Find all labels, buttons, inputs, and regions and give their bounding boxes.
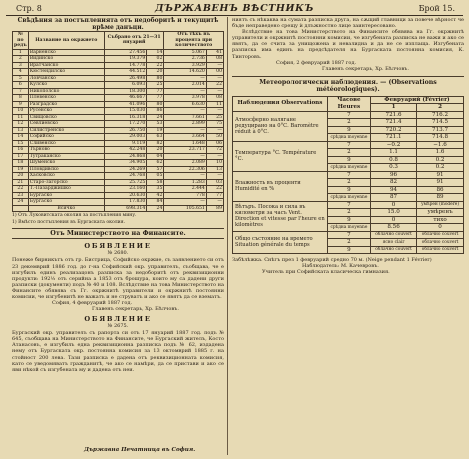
percent-cents: 03 bbox=[206, 179, 223, 186]
meteo-hour: срѣдна moyenne bbox=[327, 194, 370, 202]
percent-value: — bbox=[164, 127, 206, 134]
collected-sum: 26.498 bbox=[104, 75, 146, 82]
meteo-hour: 2 bbox=[327, 119, 370, 127]
meteo-value-day-1: 8.56 bbox=[370, 224, 416, 232]
continued-signature: Главенъ секретарь, Хр. Бѣлчовъ. bbox=[322, 65, 409, 72]
percent-cents: 22 bbox=[206, 186, 223, 193]
meteo-value-day-1: 0 bbox=[370, 216, 416, 224]
collected-sum: 18.300 bbox=[104, 88, 146, 95]
meteo-value-day-1: 721.4 bbox=[370, 119, 416, 127]
percent-cents: 77 bbox=[206, 192, 223, 199]
percent-value: 2.736 bbox=[164, 56, 206, 63]
collected-cents: 62 bbox=[147, 160, 164, 167]
meteo-hour: 9 bbox=[327, 186, 370, 194]
notice-2-title: ОБЯВЛЕНИЕ bbox=[84, 315, 152, 324]
percent-value: — bbox=[164, 199, 206, 206]
collected-cents: 84 bbox=[147, 199, 164, 206]
district-name: Хасковско bbox=[28, 173, 104, 180]
percent-cents: — bbox=[206, 127, 223, 134]
notice-1-number: № 2680. bbox=[107, 250, 129, 257]
continued-text: ниятъ съ нѣкаква на сумата разписка друга, на сѫщий главници за повече вѣрност че бъде неправедено срещу ѝ длъжностно лице заинтересовано. bbox=[232, 17, 464, 30]
meteo-row bbox=[233, 201, 464, 209]
total-pct: 105.651 bbox=[164, 205, 206, 212]
collected-cents: 80 bbox=[147, 75, 164, 82]
right-column bbox=[232, 17, 464, 455]
row-number: 14 bbox=[13, 134, 29, 141]
meteo-title: Метеорологически наблюдения. — (Observations météorologiques). bbox=[232, 76, 464, 93]
row-number: 7 bbox=[13, 88, 29, 95]
meteo-value-day-2: 0.2 bbox=[417, 156, 464, 164]
row-number: 18 bbox=[13, 160, 29, 167]
percent-cents: 41 bbox=[206, 49, 223, 56]
percent-value: 778 bbox=[164, 192, 206, 199]
total-pct-cents: 89 bbox=[206, 205, 223, 212]
left-column bbox=[12, 17, 224, 455]
meteo-hour: срѣдна moyenne bbox=[327, 224, 370, 232]
collected-cents: 77 bbox=[147, 95, 164, 102]
meteo-hour: срѣдна moyenne bbox=[327, 164, 370, 172]
collected-sum: 24.868 bbox=[104, 153, 146, 160]
row-number: 15 bbox=[13, 140, 29, 147]
district-name: Никополско bbox=[28, 88, 104, 95]
meteo-value-day-2: умѣрен (modéré) bbox=[417, 201, 464, 209]
collected-cents: 20 bbox=[147, 69, 164, 76]
meteo-value-day-1: 87 bbox=[370, 194, 416, 202]
collected-cents: 63 bbox=[147, 134, 164, 141]
collected-sum: 15.030 bbox=[104, 108, 146, 115]
row-number: 1 bbox=[13, 49, 29, 56]
col-observations: Наблюдения Observations bbox=[233, 96, 328, 111]
continued-date: София, 2 февруарий 1887 год. bbox=[276, 59, 357, 66]
collected-cents: 22 bbox=[147, 62, 164, 69]
meteo-hour: 9 bbox=[327, 216, 370, 224]
percent-cents: — bbox=[206, 88, 223, 95]
printer-footer: Държавна Печатница въ София. bbox=[84, 447, 196, 453]
meteo-value-day-2: облачно couvert bbox=[417, 231, 464, 239]
meteo-value-day-2: 0.2 bbox=[417, 164, 464, 172]
notice-1-title: ОБЯВЛЕНИЕ bbox=[84, 242, 152, 251]
percent-value: — bbox=[164, 75, 206, 82]
percent-cents: — bbox=[206, 108, 223, 115]
meteo-value-day-2: 86 bbox=[417, 186, 464, 194]
col-day-1: 1 bbox=[370, 104, 416, 112]
percent-cents: 08 bbox=[206, 56, 223, 63]
meteo-hour: 9 bbox=[327, 156, 370, 164]
meteo-value-day-1: 96 bbox=[370, 171, 416, 179]
page-number-left: Стр. 8 bbox=[16, 4, 42, 13]
row-number: 6 bbox=[13, 82, 29, 89]
meteo-value-day-1: 721.1 bbox=[370, 134, 416, 142]
total-label: Всичко bbox=[28, 205, 104, 212]
meteo-observer: Наблюдатель: М. Качевровъ. bbox=[302, 263, 379, 270]
percent-cents: 50 bbox=[206, 134, 223, 141]
issue-number: Брой 15. bbox=[418, 4, 455, 13]
notice-1-text: Понеже бирникътъ отъ гр. Бистрица, Софийско окржие, съ заявлението си отъ 23 декемврий 1886 год. до г-на Софийский окр. управителъ, съобщава, че е изгубилъ единъ реализацонъ разписка за недоборитѣ отъ реквизиционни продукти: 192⅟₂ отъ серийна а 1853 отъ брошура, които му са дадени други разписки (документи) подъ № 40 и 108. Вслѣдствие на това Министерството на Финансите обявява съ Гг. окржнитѣ управители и окржнитѣ постоянни комисии, че изгубенитѣ не важатъ и не струватъ и ако се явятъ да се взематъ. bbox=[12, 257, 224, 301]
meteo-row-label: Атмосферно налягане редуцирано на 0°С. Baromètre réduit à 0°С. bbox=[233, 111, 328, 141]
collected-sum: 26.750 bbox=[104, 127, 146, 134]
meteo-row-label: Температура °С. Température °С. bbox=[233, 141, 328, 171]
percent-value: — bbox=[164, 108, 206, 115]
collected-cents: 57 bbox=[147, 166, 164, 173]
percent-cents: 10 bbox=[206, 160, 223, 167]
collected-sum: 44.512 bbox=[104, 69, 146, 76]
meteo-hour: 7 bbox=[327, 141, 370, 149]
meteo-value-day-2: 713.7 bbox=[417, 126, 464, 134]
meteo-value-day-2: 89 bbox=[417, 194, 464, 202]
meteo-value-day-1: 721.6 bbox=[370, 111, 416, 119]
notice-2-text: Бургаский окр. управителъ съ рапорта си отъ 17 януарий 1887 год. подъ № 645, съобщава на Министерството на Финансите, че Бургаский жителъ, Косто Атанасовъ, е изгубилъ една реквизиционна разписка подъ № 62, издадена нему отъ Бургаската окр. постоянна комисия за 13 октомврий 1885 г. на стойност 200 лева. Тази разписка е дадена отъ реквизиционната комисия, като се уведомяватъ гражданитѣ, че ако се намѣри, да се пристави и ако се яви нѣкой съ изгубената му и дадена отъ неи. bbox=[12, 330, 224, 373]
percent-value: 1.648 bbox=[164, 140, 206, 147]
percent-cents: — bbox=[206, 62, 223, 69]
percent-cents: 11 bbox=[206, 101, 223, 108]
meteo-row bbox=[233, 171, 464, 179]
district-name: Кулско bbox=[28, 82, 104, 89]
meteo-value-day-1: 720.2 bbox=[370, 126, 416, 134]
district-name: Вратчанско bbox=[28, 62, 104, 69]
row-number: 22 bbox=[13, 186, 29, 193]
meteo-note: Забѣлѣжка. Снѣгъ през 1 февруарий средно 70 м. (Neige pendant 1 Février) bbox=[232, 257, 432, 264]
tax-table-total bbox=[13, 205, 224, 212]
percent-cents: — bbox=[206, 173, 223, 180]
collected-cents: 86 bbox=[147, 108, 164, 115]
percent-cents: — bbox=[206, 153, 223, 160]
collected-cents: 58 bbox=[147, 179, 164, 186]
district-name: Варненско bbox=[28, 49, 104, 56]
percent-value: 2.014 bbox=[164, 82, 206, 89]
collected-sum: 17.830 bbox=[104, 199, 146, 206]
district-name: Тутраканско bbox=[28, 153, 104, 160]
meteo-value-day-2: 91 bbox=[417, 179, 464, 187]
collected-cents: 53 bbox=[147, 121, 164, 128]
tax-table bbox=[12, 31, 224, 212]
row-number: 21 bbox=[13, 179, 29, 186]
collected-cents: 02 bbox=[147, 56, 164, 63]
meteo-value-day-2: −1.6 bbox=[417, 141, 464, 149]
col-day-2: 2 bbox=[417, 104, 464, 112]
district-name: Т.-Пазарджишко bbox=[28, 186, 104, 193]
collected-sum: 19.379 bbox=[104, 56, 146, 63]
percent-cents: — bbox=[206, 199, 223, 206]
percent-value: 14.620 bbox=[164, 69, 206, 76]
row-number: 24 bbox=[13, 199, 29, 206]
collected-sum: 24.269 bbox=[104, 166, 146, 173]
collected-sum: 27.456 bbox=[104, 49, 146, 56]
district-name: Кюстендилско bbox=[28, 69, 104, 76]
district-name: Пловдивско bbox=[28, 166, 104, 173]
meteo-value-day-1: 15.0 bbox=[370, 209, 416, 217]
meteo-table bbox=[232, 96, 464, 255]
meteo-value-day-1: 94 bbox=[370, 186, 416, 194]
district-name: Старо-Загорско bbox=[28, 179, 104, 186]
district-name: Плевенско bbox=[28, 95, 104, 102]
col-collected: Събрано отъ 21—31 януарий bbox=[104, 32, 164, 50]
notice-2-number: № 2675. bbox=[107, 323, 129, 330]
district-name: Видинско bbox=[28, 56, 104, 63]
district-name: Севлиевско bbox=[28, 121, 104, 128]
meteo-value-day-2: облачно couvert bbox=[417, 239, 464, 247]
col-february: Февруарий (Février) bbox=[370, 96, 463, 104]
collected-sum: 20.630 bbox=[104, 192, 146, 199]
row-number: 16 bbox=[13, 147, 29, 154]
percent-value: 5.067 bbox=[164, 49, 206, 56]
meteo-hour: 2 bbox=[327, 209, 370, 217]
collected-sum: 34.905 bbox=[104, 160, 146, 167]
collected-sum: 14.778 bbox=[104, 62, 146, 69]
collected-cents: 77 bbox=[147, 88, 164, 95]
meteo-value-day-2: 714.8 bbox=[417, 134, 464, 142]
collected-sum: 17.270 bbox=[104, 121, 146, 128]
tax-table-title: Свѣдѣния за постъпленията отъ недоборитѣ и текущитѣ врѣме данъци. bbox=[17, 17, 219, 31]
row-number: 4 bbox=[13, 69, 29, 76]
row-number: 20 bbox=[13, 173, 29, 180]
row-number: 8 bbox=[13, 95, 29, 102]
notice-1-signature: Главенъ секретарь, Хр. Бѣлчовъ. bbox=[92, 306, 179, 313]
collected-cents: 19 bbox=[147, 127, 164, 134]
meteo-value-day-1: облачно couvert bbox=[370, 231, 416, 239]
collected-sum: 46.667 bbox=[104, 95, 146, 102]
gazette-title: ДЪРЖАВЕНЪ ВѢСТНИКЪ bbox=[154, 3, 315, 14]
meteo-table-body bbox=[233, 111, 464, 254]
meteo-hour: 7 bbox=[327, 201, 370, 209]
meteo-value-day-2: облачно couvert bbox=[417, 246, 464, 254]
district-name: Шуменско bbox=[28, 160, 104, 167]
meteo-value-day-1: −0.2 bbox=[370, 141, 416, 149]
row-number: 9 bbox=[13, 101, 29, 108]
percent-value: 3.929 bbox=[164, 62, 206, 69]
percent-value: 3.664 bbox=[164, 134, 206, 141]
collected-sum: 6.093 bbox=[104, 82, 146, 89]
meteo-hour: 2 bbox=[327, 149, 370, 157]
percent-value: 2.899 bbox=[164, 121, 206, 128]
percent-value: 6.630 bbox=[164, 101, 206, 108]
district-name: Бургаско bbox=[28, 199, 104, 206]
district-name: Софийско bbox=[28, 134, 104, 141]
percent-cents: 06 bbox=[206, 140, 223, 147]
meteo-hour: 7 bbox=[327, 231, 370, 239]
meteo-hour: срѣдна moyenne bbox=[327, 134, 370, 142]
total-cents: 24 bbox=[147, 205, 164, 212]
meteo-hour: 7 bbox=[327, 111, 370, 119]
meteo-value-day-2: 91 bbox=[417, 171, 464, 179]
collected-cents: 24 bbox=[147, 114, 164, 121]
column-divider bbox=[227, 17, 228, 455]
percent-value: — bbox=[164, 153, 206, 160]
row-number: 3 bbox=[13, 62, 29, 69]
collected-cents: 80 bbox=[147, 101, 164, 108]
meteo-value-day-1: ясно clair bbox=[370, 239, 416, 247]
notice-1-date: София, 4 февруарий 1887 год. bbox=[52, 300, 133, 307]
meteo-hour: 2 bbox=[327, 239, 370, 247]
collected-cents: 04 bbox=[147, 153, 164, 160]
percent-cents: 00 bbox=[206, 69, 223, 76]
collected-cents: 82 bbox=[147, 140, 164, 147]
collected-cents: 05 bbox=[147, 173, 164, 180]
meteo-value-day-1: 1.1 bbox=[370, 149, 416, 157]
percent-value: 3.978 bbox=[164, 95, 206, 102]
percent-cents: 13 bbox=[206, 166, 223, 173]
district-name: Русенско bbox=[28, 108, 104, 115]
meteo-value-day-2: тихо bbox=[417, 216, 464, 224]
meteo-hour: 7 bbox=[327, 171, 370, 179]
meteo-value-day-2: 0 bbox=[417, 224, 464, 232]
collected-sum: 42.248 bbox=[104, 147, 146, 154]
collected-cents: 42 bbox=[147, 192, 164, 199]
meteo-value-day-2: 1.6 bbox=[417, 149, 464, 157]
page-header bbox=[6, 2, 463, 16]
row-number: 5 bbox=[13, 75, 29, 82]
collected-sum: 24.768 bbox=[104, 173, 146, 180]
meteo-value-day-1: 0.3 bbox=[370, 164, 416, 172]
row-number: 23 bbox=[13, 192, 29, 199]
district-name: Сливенско bbox=[28, 140, 104, 147]
collected-cents: 20 bbox=[147, 147, 164, 154]
meteo-value-day-1: 0 bbox=[370, 201, 416, 209]
collected-sum: 41.096 bbox=[104, 101, 146, 108]
meteo-hour: 9 bbox=[327, 126, 370, 134]
meteo-row bbox=[233, 141, 464, 149]
row-number: 17 bbox=[13, 153, 29, 160]
meteo-value-day-2: умѣренъ bbox=[417, 209, 464, 217]
percent-cents: — bbox=[206, 75, 223, 82]
district-name: Свищовско bbox=[28, 114, 104, 121]
district-name: Разградско bbox=[28, 101, 104, 108]
collected-sum: 29.003 bbox=[104, 134, 146, 141]
footnote-2: 1) Вмѣсто постъпления въ Бургаската околия. bbox=[12, 219, 126, 225]
percent-value: 23.717 bbox=[164, 147, 206, 154]
col-district: Название на окржието bbox=[28, 32, 104, 50]
percent-value: 2.444 bbox=[164, 186, 206, 193]
ministry-heading: Отъ Министерството на Финансите. bbox=[12, 228, 224, 239]
percent-value: 7.661 bbox=[164, 114, 206, 121]
percent-cents: 75 bbox=[206, 121, 223, 128]
percent-cents: 25 bbox=[206, 114, 223, 121]
meteo-row-label: Вѣтъръ. Посока и сила въ километри за часъ Vent. Direction et vitesse par l'heure en kilomètres bbox=[233, 201, 328, 231]
continued-text-2: Вслѣдствие на това Министерството на Финансите обявява на Гг. окржнитѣ управители и окржнитѣ постоянни комисии, че изгубената разписка не важи и ако се явятъ, да се счита за унищожена и невалидна и да не се изплаща. Изгубената разписка има единъ на предсѣдателя на Бургаската постоянна комисия, К. Тинторовъ. bbox=[232, 29, 464, 60]
district-name: Силистренско bbox=[28, 127, 104, 134]
meteo-value-day-2: 714.5 bbox=[417, 119, 464, 127]
collected-sum: 25.725 bbox=[104, 179, 146, 186]
row-number: 10 bbox=[13, 108, 29, 115]
row-number: 2 bbox=[13, 56, 29, 63]
meteo-row-label: Влажность въ проценти Humidité en % bbox=[233, 171, 328, 201]
collected-sum: 23.160 bbox=[104, 186, 146, 193]
meteo-hour: 9 bbox=[327, 246, 370, 254]
meteo-value-day-1: облачно couvert bbox=[370, 246, 416, 254]
col-hours: Часове Heures bbox=[327, 96, 370, 111]
row-number: 12 bbox=[13, 121, 29, 128]
col-no: № по редъ bbox=[14, 32, 27, 49]
percent-value: 22.306 bbox=[164, 166, 206, 173]
collected-sum: 16.318 bbox=[104, 114, 146, 121]
meteo-hour: 2 bbox=[327, 179, 370, 187]
percent-value: — bbox=[164, 88, 206, 95]
percent-cents: 72 bbox=[206, 147, 223, 154]
district-name: Търново bbox=[28, 147, 104, 154]
footnote-1: 1) Отъ Луковитската околия за постъпления мину. bbox=[12, 213, 137, 219]
collected-cents: 35 bbox=[147, 186, 164, 193]
meteo-value-day-1: 82 bbox=[370, 179, 416, 187]
meteo-row-label: Общо състояние на времето Situation générale du temps bbox=[233, 231, 328, 254]
row-number: 19 bbox=[13, 166, 29, 173]
collected-sum: 9.119 bbox=[104, 140, 146, 147]
meteo-observer-title: Учитель при Софийската класическа гимназия. bbox=[262, 269, 390, 276]
district-name: Бургаско bbox=[28, 192, 104, 199]
meteo-row bbox=[233, 111, 464, 119]
district-name: Ловчанско bbox=[28, 75, 104, 82]
percent-cents: 22 bbox=[206, 82, 223, 89]
percent-cents: 08 bbox=[206, 95, 223, 102]
collected-cents: 14 bbox=[147, 49, 164, 56]
meteo-value-day-2: 716.2 bbox=[417, 111, 464, 119]
percent-value: 1.283 bbox=[164, 179, 206, 186]
percent-value: — bbox=[164, 173, 206, 180]
collected-cents: 25 bbox=[147, 82, 164, 89]
percent-value: 2.089 bbox=[164, 160, 206, 167]
meteo-value-day-1: 0.8 bbox=[370, 156, 416, 164]
col-percent: Отъ тѣхъ въ процента при количеството bbox=[164, 32, 224, 50]
meteo-row bbox=[233, 231, 464, 239]
tax-table-body bbox=[13, 49, 224, 205]
total-sum: 698.314 bbox=[104, 205, 146, 212]
row-number: 13 bbox=[13, 127, 29, 134]
row-number: 11 bbox=[13, 114, 29, 121]
